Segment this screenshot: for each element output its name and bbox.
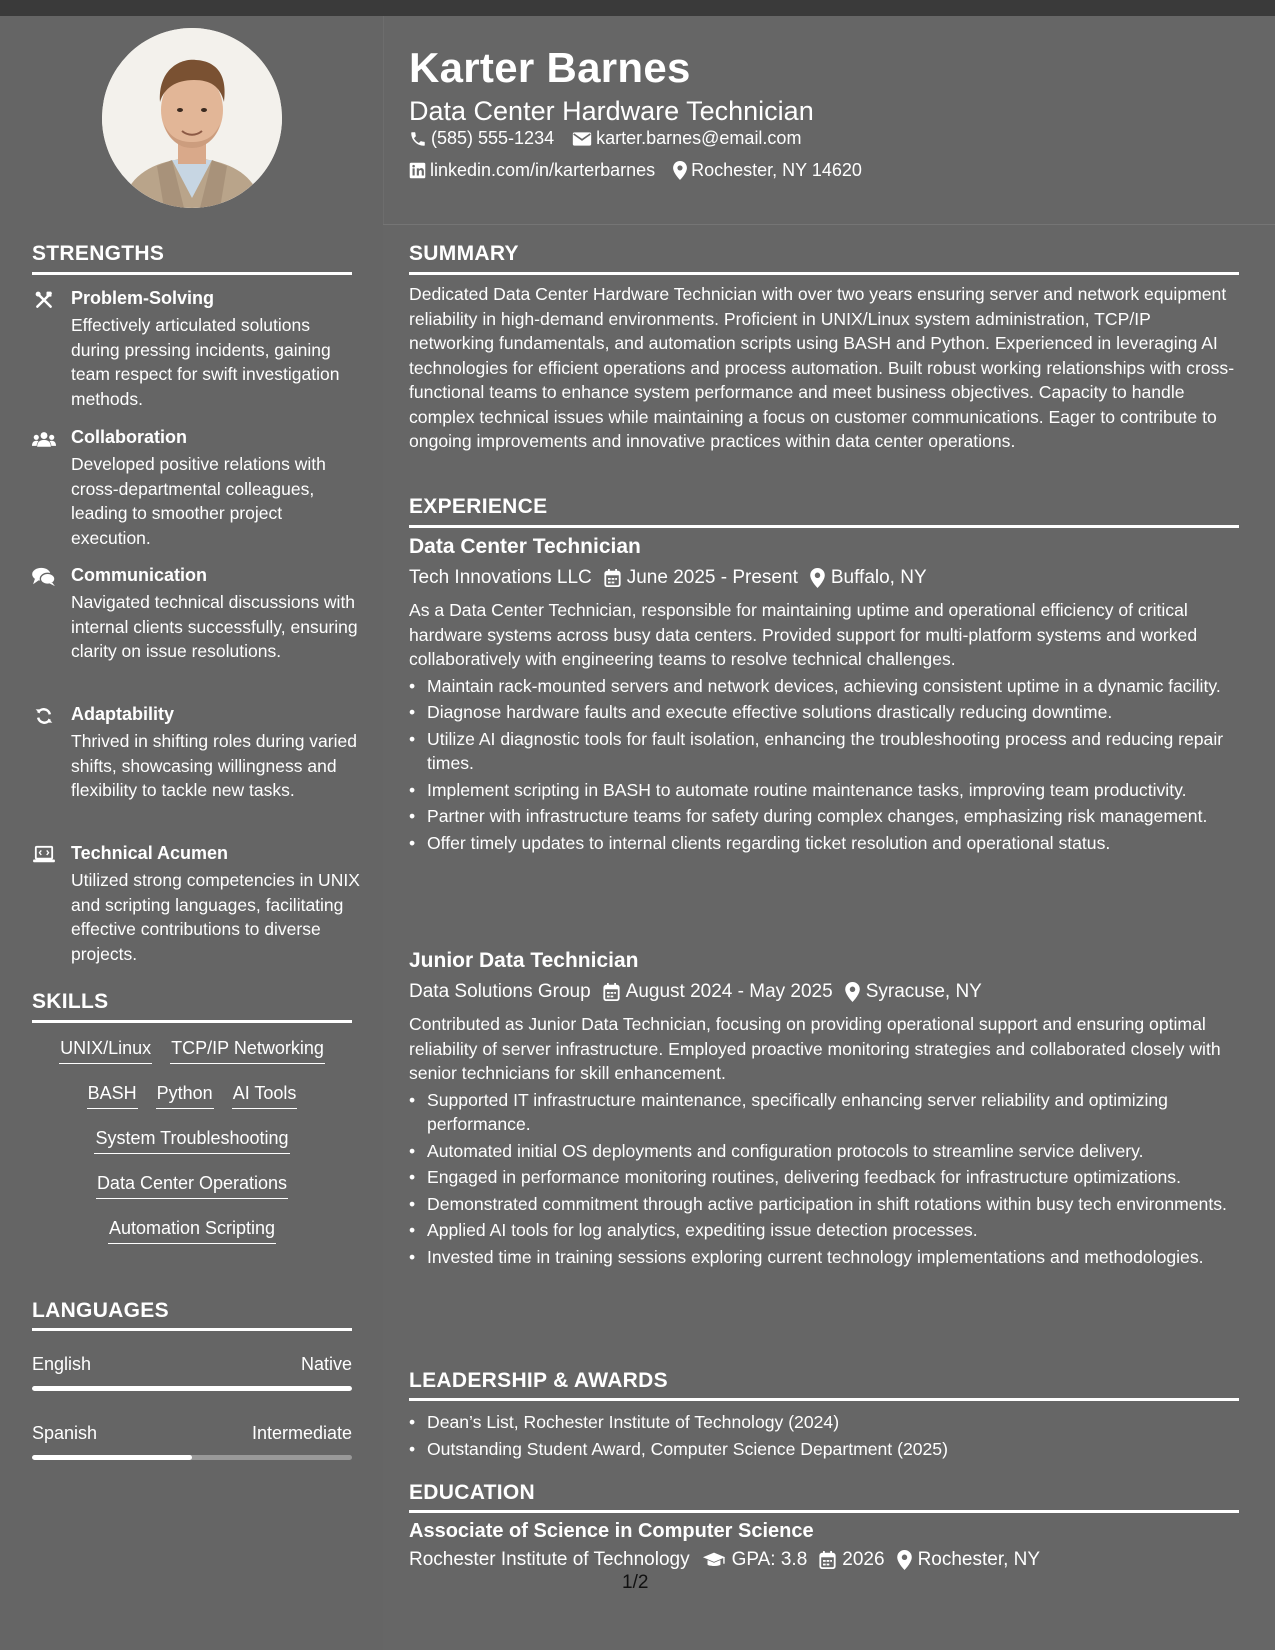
skills-rule	[32, 1020, 352, 1023]
calendar-icon	[603, 983, 620, 1001]
email-text[interactable]: karter.barnes@email.com	[596, 128, 802, 148]
strength-title: Adaptability	[71, 704, 175, 724]
summary-text: Dedicated Data Center Hardware Technician with over two years ensuring server and network equipment reliability in high-demand environments. Proficient in UNIX/Linux system administration, TCP/IP networking fundamentals, and automation scripts using BASH and Python. Experienced in leveraging AI technologies for efficient operations and process automation. Built robust working relationships with cross-functional teams to enhance system performance and meet business objectives. Capacity to handle complex technical issues while maintaining a focus on customer communications. Eager to contribute to ongoing improvements and innovative practices within data center operations.	[409, 284, 1235, 451]
list-item: • Applied AI tools for log analytics, expediting issue detection processes.	[409, 1218, 1239, 1243]
language-bar-fill	[32, 1386, 352, 1391]
map-pin-icon	[810, 568, 825, 588]
strength-desc: Navigated technical discussions with internal clients successfully, ensuring clarity on issue resolutions.	[71, 592, 358, 661]
education-location: Rochester, NY	[917, 1549, 1041, 1570]
linkedin-text[interactable]: linkedin.com/in/karterbarnes	[430, 160, 656, 180]
strength-title: Problem-Solving	[71, 288, 215, 308]
job-bullets	[409, 1088, 1239, 1270]
education-meta	[409, 1549, 1239, 1571]
strength-desc: Developed positive relations with cross-departmental colleagues, leading to smoother project execution.	[71, 454, 326, 548]
skill-tag: BASH	[87, 1081, 138, 1109]
job-dates: June 2025 - Present	[626, 567, 798, 588]
graduation-cap-icon	[702, 1551, 726, 1569]
job-location: Buffalo, NY	[830, 567, 927, 588]
candidate-title: Data Center Hardware Technician	[409, 96, 814, 126]
location-text: Rochester, NY 14620	[691, 160, 862, 180]
list-item: • Demonstrated commitment through active participation in shift rotations within busy tech environments.	[409, 1192, 1239, 1217]
job-location: Syracuse, NY	[865, 981, 982, 1002]
awards-rule	[409, 1398, 1239, 1401]
list-item: • Dean’s List, Rochester Institute of Technology (2024)	[409, 1410, 1239, 1435]
strength-desc: Thrived in shifting roles during varied shifts, showcasing willingness and flexibility to tackle new tasks.	[71, 731, 357, 800]
header-divider	[383, 16, 384, 224]
skill-tag: AI Tools	[232, 1081, 298, 1109]
experience-heading: EXPERIENCE	[409, 495, 548, 518]
linkedin-icon	[409, 162, 426, 179]
awards-list	[409, 1410, 1239, 1463]
list-item: • Utilize AI diagnostic tools for fault isolation, enhancing the troubleshooting process and reducing repair times.	[409, 727, 1239, 776]
language-spanish	[32, 1423, 352, 1460]
job-description: As a Data Center Technician, responsible for maintaining uptime and operational efficiency of critical hardware systems across busy data centers. Provided support for multi-platform systems and worked collaboratively with engineering teams to resolve technical challenges.	[409, 600, 1198, 669]
strengths-heading: STRENGTHS	[32, 242, 165, 265]
job-dates: August 2024 - May 2025	[625, 981, 833, 1002]
list-item: • Maintain rack-mounted servers and network devices, achieving consistent uptime in a dynamic facility.	[409, 674, 1239, 699]
skill-tag: Automation Scripting	[108, 1216, 276, 1244]
tools-icon	[32, 290, 56, 310]
list-item: • Invested time in training sessions exploring current technology implementations and methodologies.	[409, 1245, 1239, 1270]
sync-icon	[32, 706, 56, 726]
laptop-code-icon	[32, 845, 56, 865]
envelope-icon	[572, 131, 592, 147]
map-pin-icon	[845, 982, 860, 1002]
summary-rule	[409, 272, 1239, 275]
language-bar	[32, 1386, 352, 1391]
users-icon	[32, 429, 56, 449]
degree-title: Associate of Science in Computer Science	[409, 1520, 814, 1542]
job-entry-2	[409, 949, 1239, 1271]
list-item: • Implement scripting in BASH to automate routine maintenance tasks, improving team productivity.	[409, 778, 1239, 803]
candidate-name: Karter Barnes	[409, 44, 691, 91]
skill-tag: System Troubleshooting	[94, 1126, 289, 1154]
list-item: • Diagnose hardware faults and execute effective solutions drastically reducing downtime.	[409, 700, 1239, 725]
language-name: Spanish	[32, 1423, 98, 1443]
summary-heading: SUMMARY	[409, 242, 519, 265]
job-company: Tech Innovations LLC	[409, 567, 592, 588]
list-item: • Offer timely updates to internal clients regarding ticket resolution and operational status.	[409, 831, 1239, 856]
awards-heading: LEADERSHIP & AWARDS	[409, 1369, 668, 1392]
language-level: Intermediate	[251, 1423, 352, 1443]
list-item: • Partner with infrastructure teams for safety during complex changes, emphasizing risk management.	[409, 804, 1239, 829]
job-bullets	[409, 674, 1239, 856]
page-number: 1/2	[622, 1572, 649, 1593]
list-item: • Outstanding Student Award, Computer Science Department (2025)	[409, 1437, 1239, 1462]
contact-row-1	[409, 128, 819, 149]
skill-tag: Data Center Operations	[96, 1171, 288, 1199]
map-pin-icon	[897, 1550, 912, 1570]
email-item[interactable]	[572, 128, 801, 149]
contact-row-2	[409, 160, 880, 181]
header-rule	[383, 224, 1275, 225]
language-bar-fill	[32, 1455, 192, 1460]
list-item: • Automated initial OS deployments and configuration protocols to streamline service delivery.	[409, 1139, 1239, 1164]
languages-rule	[32, 1328, 352, 1331]
job-entry-1	[409, 535, 1239, 857]
skills-list	[32, 1036, 352, 1261]
education-heading: EDUCATION	[409, 1481, 535, 1504]
job-title: Data Center Technician	[409, 535, 641, 558]
language-english	[32, 1354, 352, 1391]
languages-heading: LANGUAGES	[32, 1299, 169, 1322]
experience-rule	[409, 525, 1239, 528]
job-description: Contributed as Junior Data Technician, focusing on providing operational support and ensuring optimal reliability of server infrastructure. Employed proactive monitoring strategies and collaborated closely with senior technicians for skill enhancement.	[409, 1014, 1221, 1083]
education-rule	[409, 1510, 1239, 1513]
comments-icon	[32, 567, 56, 587]
calendar-icon	[604, 569, 621, 587]
list-item: • Engaged in performance monitoring routines, delivering feedback for infrastructure optimizations.	[409, 1165, 1239, 1190]
strength-desc: Effectively articulated solutions during pressing incidents, gaining team respect for swift investigation methods.	[71, 315, 340, 409]
linkedin-item[interactable]	[409, 160, 655, 181]
job-meta	[409, 981, 1239, 1003]
skill-tag: UNIX/Linux	[59, 1036, 152, 1064]
list-item: • Supported IT infrastructure maintenance, specifically enhancing server reliability and optimizing performance.	[409, 1088, 1239, 1137]
graduation-year: 2026	[842, 1549, 885, 1570]
language-bar	[32, 1455, 352, 1460]
calendar-icon	[819, 1551, 836, 1569]
strength-title: Communication	[71, 565, 208, 585]
phone-icon	[409, 130, 427, 148]
job-title: Junior Data Technician	[409, 949, 639, 972]
education-entry	[409, 1520, 1239, 1571]
strength-title: Technical Acumen	[71, 843, 229, 863]
phone-text: (585) 555-1234	[431, 128, 555, 148]
language-name: English	[32, 1354, 92, 1374]
location-item	[673, 160, 862, 181]
phone-item	[409, 128, 554, 149]
skill-tag: TCP/IP Networking	[170, 1036, 325, 1064]
strength-desc: Utilized strong competencies in UNIX and scripting languages, facilitating effective contributions to diverse projects.	[71, 870, 360, 964]
job-meta	[409, 567, 1239, 589]
profile-photo	[102, 28, 282, 208]
skill-tag: Python	[156, 1081, 214, 1109]
strengths-rule	[32, 272, 352, 275]
gpa: GPA: 3.8	[731, 1549, 808, 1570]
language-level: Native	[300, 1354, 352, 1374]
resume-page	[0, 16, 1275, 1650]
map-pin-icon	[673, 161, 687, 180]
strength-title: Collaboration	[71, 427, 187, 447]
skills-heading: SKILLS	[32, 990, 109, 1013]
job-company: Data Solutions Group	[409, 981, 591, 1002]
school-name: Rochester Institute of Technology	[409, 1549, 690, 1570]
